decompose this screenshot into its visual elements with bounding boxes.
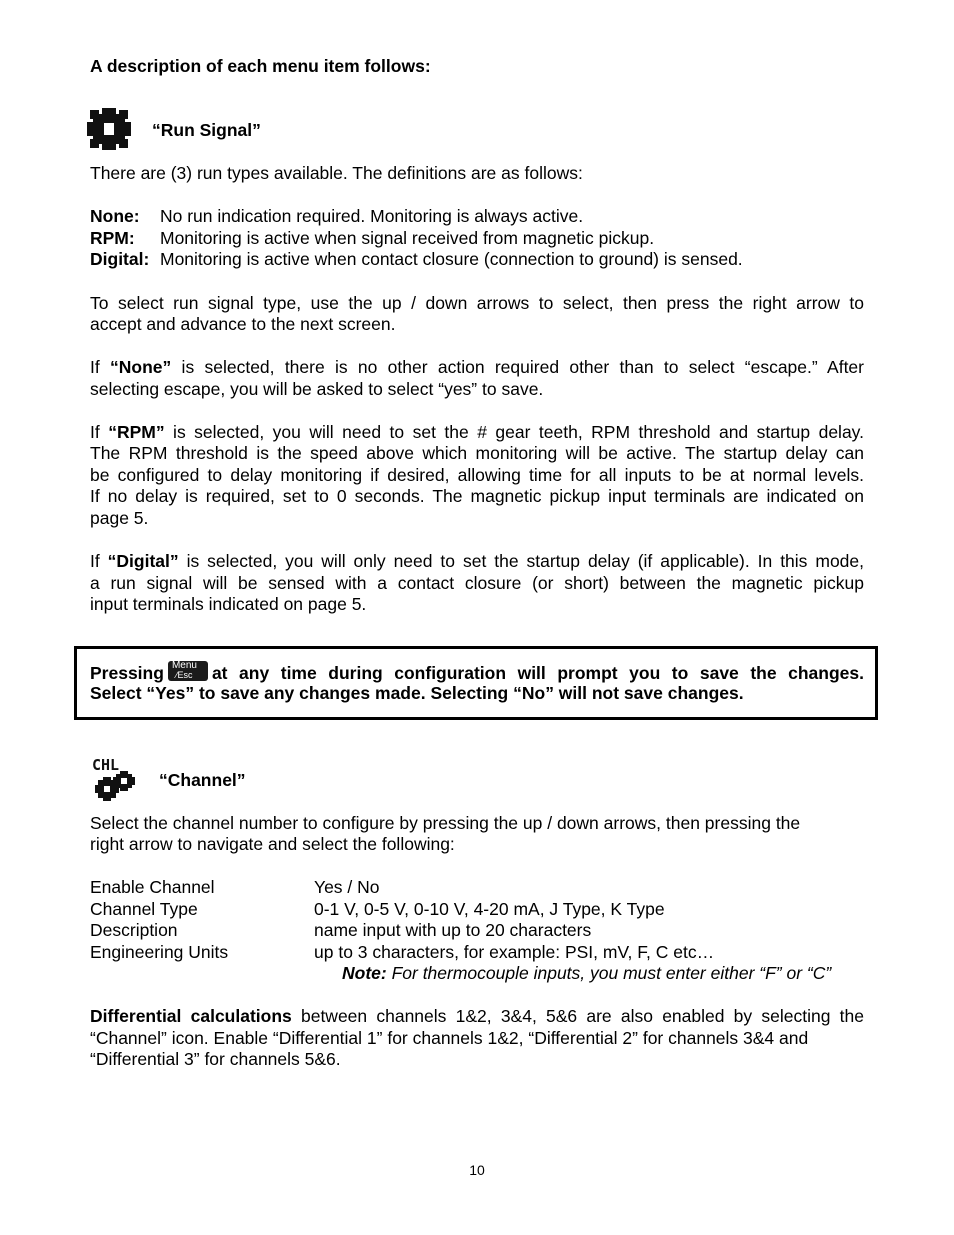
para-text: is selected, there is no other action required other than to select “escape.” After [171, 357, 864, 377]
channel-title: “Channel” [159, 770, 246, 790]
setting-row [90, 877, 380, 899]
para-text: is selected, you will only need to set the startup delay (if applicable). In this mode, [178, 551, 865, 571]
none-para-line [90, 357, 864, 379]
setting-name: Engineering Units [90, 942, 229, 962]
rpm-para-line: page 5. [90, 508, 149, 528]
note-body: For thermocouple inputs, you must enter either “F” or “C” [386, 963, 832, 983]
definition-term: RPM: [90, 228, 135, 248]
setting-value: 0-1 V, 0-5 V, 0-10 V, 4-20 mA, J Type, K Type [314, 899, 665, 919]
gear-icon [87, 108, 131, 150]
digital-para-line [90, 551, 864, 573]
differential-para-line: “Differential 3” for channels 5&6. [90, 1049, 341, 1069]
para-text: is selected, you will need to set the # gear teeth, RPM threshold and startup delay. [164, 422, 864, 442]
channel-icon [92, 756, 138, 802]
note-label: Note: [342, 963, 387, 983]
definition-rpm [90, 228, 864, 250]
para-prefix: If [90, 357, 111, 377]
setting-row [90, 920, 591, 942]
definition-digital [90, 249, 864, 271]
digital-para-line: input terminals indicated on page 5. [90, 594, 367, 614]
definition-text: Monitoring is active when contact closure (connection to ground) is sensed. [160, 249, 743, 269]
setting-row [90, 899, 665, 921]
menu-esc-key-icon [168, 661, 208, 681]
rpm-para-line: The RPM threshold is the speed above which monitoring will be active. The startup delay can [90, 443, 864, 463]
definition-term: None: [90, 206, 140, 226]
esc-key-label: ⁄Esc [175, 670, 193, 680]
setting-value: Yes / No [314, 877, 380, 897]
channel-intro-line: Select the channel number to configure by pressing the up / down arrows, then pressing the [90, 813, 801, 833]
differential-keyword: Differential calculations [90, 1006, 292, 1026]
para-prefix: If [90, 551, 108, 571]
menu-key-label: Menu [171, 660, 197, 671]
rpm-para-line [90, 422, 864, 444]
setting-value: name input with up to 20 characters [314, 920, 592, 940]
setting-row [90, 942, 714, 964]
setting-name: Description [90, 920, 178, 940]
page-heading: A description of each menu item follows: [90, 56, 431, 76]
note-line: Select “Yes” to save any changes made. Selecting “No” will not save changes. [90, 683, 744, 703]
rpm-keyword: “RPM” [108, 422, 165, 442]
differential-para-line [90, 1006, 864, 1028]
setting-name: Channel Type [90, 899, 198, 919]
setting-name: Enable Channel [90, 877, 215, 897]
digital-keyword: “Digital” [107, 551, 179, 571]
note-pressing: Pressing [90, 663, 164, 683]
run-signal-intro: There are (3) run types available. The definitions are as follows: [90, 163, 583, 183]
thermocouple-note [342, 963, 831, 985]
definition-text: Monitoring is active when signal received from magnetic pickup. [160, 228, 655, 248]
select-para-line: accept and advance to the next screen. [90, 314, 396, 334]
channel-icon-text: CHL [92, 756, 120, 774]
run-signal-title: “Run Signal” [152, 120, 261, 140]
para-prefix: If [90, 422, 109, 442]
para-text: between channels 1&2, 3&4, 5&6 are also enabled by selecting the [291, 1006, 864, 1026]
definition-text: No run indication required. Monitoring is always active. [160, 206, 584, 226]
differential-para-line: “Channel” icon. Enable “Differential 1” for channels 1&2, “Differential 2” for channels 3&4 and [90, 1028, 809, 1048]
digital-para-line: a run signal will be sensed with a contact closure (or short) between the magnetic pickup [90, 573, 864, 593]
rpm-para-line: be configured to delay monitoring if desired, allowing time for all inputs to be at normal levels. [90, 465, 864, 485]
note-line [90, 661, 864, 685]
definition-term: Digital: [90, 249, 150, 269]
none-keyword: “None” [110, 357, 172, 377]
setting-value: up to 3 characters, for example: PSI, mV, F, C etc… [314, 942, 715, 962]
select-para-line: To select run signal type, use the up / down arrows to select, then press the right arrow to [90, 293, 864, 313]
rpm-para-line: If no delay is required, set to 0 seconds. The magnetic pickup input terminals are indicated on [90, 486, 864, 506]
definition-none [90, 206, 864, 228]
channel-intro-line: right arrow to navigate and select the following: [90, 834, 455, 854]
page-number: 10 [469, 1162, 485, 1178]
none-para-line: selecting escape, you will be asked to select “yes” to save. [90, 379, 544, 399]
note-text: at any time during configuration will prompt you to save the changes. [211, 663, 864, 683]
